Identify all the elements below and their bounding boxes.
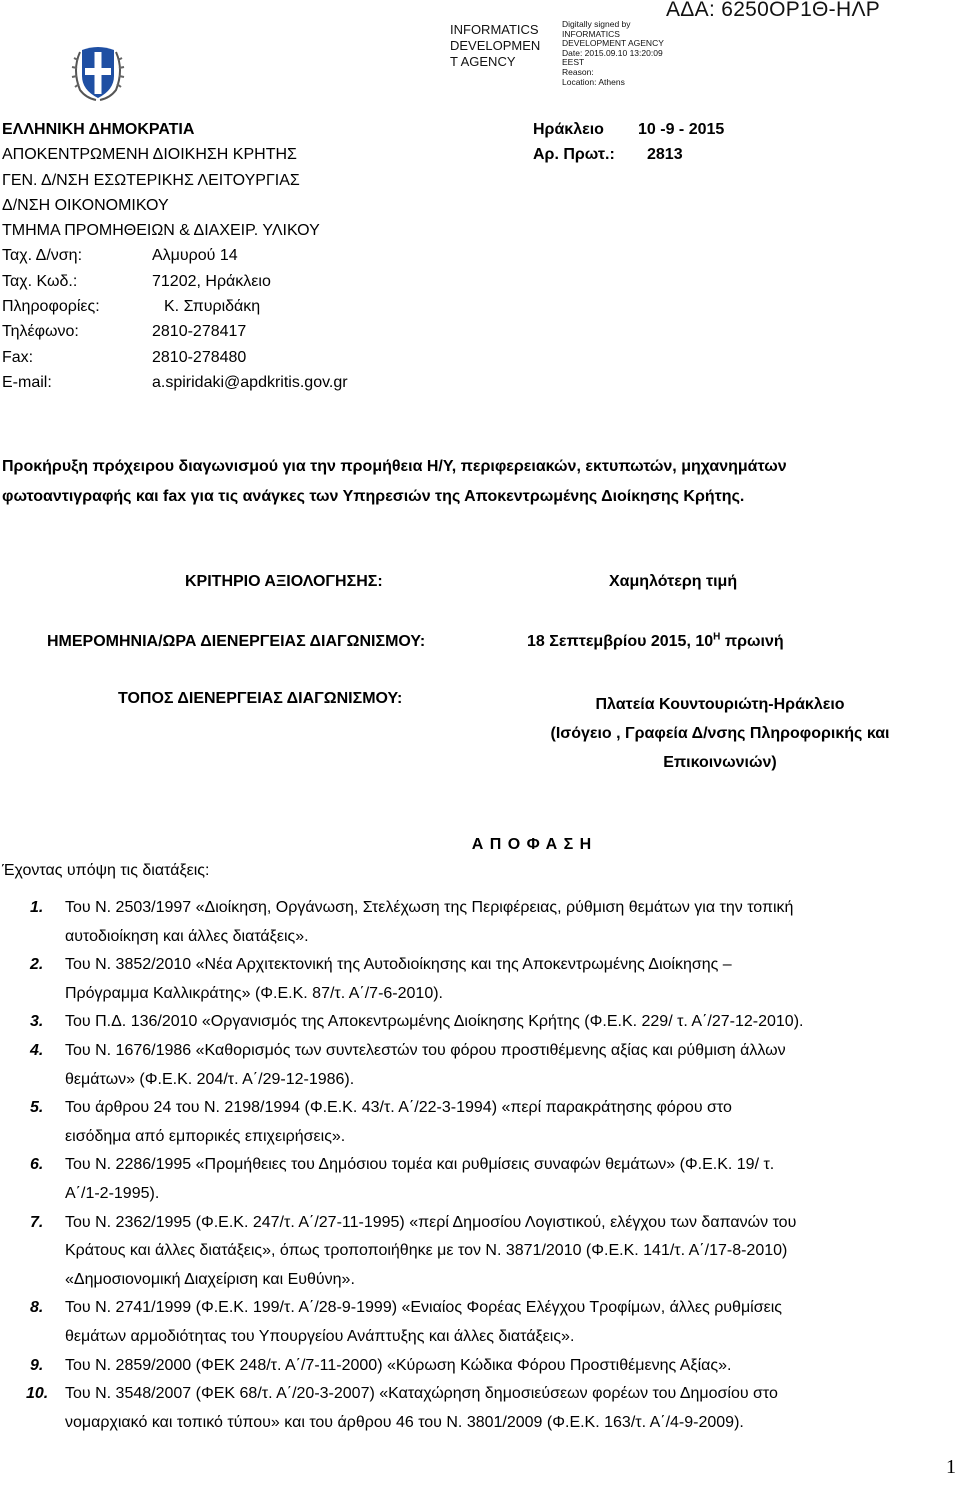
signer-name <box>450 22 540 70</box>
contact-row <box>2 345 348 370</box>
contact-value: 2810-278480 <box>152 348 247 366</box>
item-line: «Δημοσιονομική Διαχείριση και Ευθύνη». <box>65 1270 355 1288</box>
page-number: 1 <box>946 1456 956 1478</box>
signature-detail-line: INFORMATICS <box>562 28 620 39</box>
item-number: 2. <box>30 956 44 974</box>
item-number: 5. <box>30 1099 44 1117</box>
datetime-main: 18 Σεπτεμβρίου 2015, 10 <box>527 633 714 650</box>
sender-header <box>2 117 348 395</box>
list-item <box>30 1151 960 1208</box>
item-line: Πρόγραμμα Καλλικράτης» (Φ.Ε.Κ. 87/τ. Α΄/7-6-2010). <box>65 984 443 1002</box>
provisions-list <box>26 894 960 1437</box>
list-item <box>30 1294 960 1351</box>
signature-detail-line: Date: 2015.09.10 13:20:09 <box>562 47 663 58</box>
item-number: 6. <box>30 1156 44 1174</box>
contact-row <box>2 319 348 344</box>
contact-value: Αλμυρού 14 <box>152 247 238 265</box>
contact-label: Ταχ. Κωδ.: <box>2 272 78 290</box>
protocol-value: 2813 <box>647 146 683 164</box>
item-line: Του Ν. 1676/1986 «Καθορισμός των συντελεστών του φόρου προστιθέμενης αξίας και ρύθμιση άλλων <box>65 1041 786 1059</box>
protocol-label: Αρ. Πρωτ.: <box>533 146 615 164</box>
list-item <box>30 1209 960 1295</box>
subject-line: φωτοαντιγραφής και fax για τις ανάγκες των Υπηρεσιών της Αποκεντρωμένης Διοίκησης Κρήτης. <box>2 488 745 505</box>
contact-label: Πληροφορίες: <box>2 298 100 316</box>
item-line: Κράτους και άλλες διατάξεις», όπως τροποποιήθηκε με τον Ν. 3871/2010 (Φ.Ε.Κ. 141/τ. Α΄/17-8-2010) <box>65 1242 788 1260</box>
greek-coat-of-arms-icon <box>66 40 130 104</box>
datetime-label: ΗΜΕΡΟΜΗΝΙΑ/ΩΡΑ ΔΙΕΝΕΡΓΕΙΑΣ ΔΙΑΓΩΝΙΣΜΟΥ: <box>47 633 426 650</box>
signature-detail-line: EEST <box>562 57 585 68</box>
contact-label: Ταχ. Δ/νση: <box>2 247 83 265</box>
item-line: Του Ν. 3548/2007 (ΦΕΚ 68/τ. Α΄/20-3-2007) «Καταχώρηση δημοσιεύσεων φορέων του Δημοσίου στο <box>65 1385 778 1403</box>
contact-label: Τηλέφωνο: <box>2 323 79 341</box>
decision-title: Α Π Ο Φ Α Σ Η <box>471 836 593 853</box>
list-item <box>26 1380 960 1437</box>
place-line: Πλατεία Κουντουριώτη-Ηράκλειο <box>595 696 845 713</box>
signer-line: DEVELOPMEN <box>450 38 541 53</box>
contact-value: 2810-278417 <box>152 323 247 341</box>
place-label: Ηράκλειο <box>533 121 604 138</box>
place-value <box>510 690 930 777</box>
list-item <box>30 1037 960 1094</box>
item-line: Του Ν. 2503/1997 «Διοίκηση, Οργάνωση, Στελέχωση της Περιφέρειας, ρύθμιση θεμάτων για την τοπική <box>65 899 794 916</box>
date-value: 10 -9 - 2015 <box>638 121 725 138</box>
item-line: Του Π.Δ. 136/2010 «Οργανισμός της Αποκεντρωμένης Διοίκησης Κρήτης (Φ.Ε.Κ. 229/ τ. Α΄/27-12-2010). <box>65 1013 804 1031</box>
contact-value: 71202, Ηράκλειο <box>152 272 271 290</box>
contact-row <box>2 370 348 395</box>
signature-detail-line: Reason: <box>562 66 594 77</box>
item-line: θεμάτων» (Φ.Ε.Κ. 204/τ. Α΄/29-12-1986). <box>65 1070 355 1088</box>
item-number: 3. <box>30 1013 44 1031</box>
item-line: Α΄/1-2-1995). <box>65 1184 160 1202</box>
provisions-intro: Έχοντας υπόψη τις διατάξεις: <box>2 862 210 879</box>
list-item <box>30 1008 960 1037</box>
item-number: 9. <box>30 1356 44 1374</box>
org-line: ΕΛΛΗΝΙΚΗ ΔΗΜΟΚΡΑΤΙΑ <box>2 121 195 138</box>
org-line: ΑΠΟΚΕΝΤΡΩΜΕΝΗ ΔΙΟΙΚΗΣΗ ΚΡΗΤΗΣ <box>2 146 297 164</box>
item-line: Του Ν. 2286/1995 «Προμήθειες του Δημόσιου τομέα και ρυθμίσεις συναφών θεμάτων» (Φ.Ε.Κ. 19/ τ. <box>65 1156 775 1174</box>
list-item <box>30 894 960 951</box>
contact-label: Fax: <box>2 348 34 366</box>
subject-line: Προκήρυξη πρόχειρου διαγωνισμού για την προμήθεια Η/Υ, περιφερειακών, εκτυπωτών, μηχανημάτων <box>2 458 787 475</box>
org-line: ΤΜΗΜΑ ΠΡΟΜΗΘΕΙΩΝ & ΔΙΑΧΕΙΡ. ΥΛΙΚΟΥ <box>2 222 320 240</box>
notice-subject <box>2 452 958 512</box>
item-line: Του Ν. 2859/2000 (ΦΕΚ 248/τ. Α΄/7-11-2000) «Κύρωση Κώδικα Φόρου Προστιθέμενης Αξίας». <box>65 1356 732 1374</box>
signature-detail-line: Digitally signed by <box>562 19 631 29</box>
signature-details <box>562 20 664 87</box>
item-number: 10. <box>26 1385 49 1403</box>
protocol-number <box>533 142 724 167</box>
item-number: 4. <box>30 1041 44 1059</box>
place-line: (Ισόγειο , Γραφεία Δ/νσης Πληροφορικής και <box>550 725 890 742</box>
contact-label: E-mail: <box>2 373 52 391</box>
item-line: εισόδημα από εμπορικές επιχειρήσεις». <box>65 1127 346 1145</box>
ada-code: ΑΔΑ: 6250ΟΡ1Θ-ΗΛΡ <box>666 0 881 21</box>
signature-detail-line: DEVELOPMENT AGENCY <box>562 38 664 49</box>
list-item <box>30 1352 960 1381</box>
item-number: 8. <box>30 1299 44 1317</box>
signer-line: T AGENCY <box>450 54 516 69</box>
email-link[interactable]: a.spiridaki@apdkritis.gov.gr <box>152 373 348 391</box>
item-line: Του Ν. 2362/1995 (Φ.Ε.Κ. 247/τ. Α΄/27-11-1995) «περί Δημοσίου Λογιστικού, ελέγχου των δαπανών του <box>65 1213 797 1231</box>
datetime-suffix: πρωινή <box>724 633 784 650</box>
contact-row <box>2 243 348 268</box>
org-line: Δ/ΝΣΗ ΟΙΚΟΝΟΜΙΚΟΥ <box>2 196 169 214</box>
item-line: Του Ν. 2741/1999 (Φ.Ε.Κ. 199/τ. Α΄/28-9-1999) «Ενιαίος Φορέας Ελέγχου Τροφίμων, άλλες ρυθμίσεις <box>65 1299 782 1317</box>
item-number: 7. <box>30 1213 44 1231</box>
contact-row <box>2 294 348 319</box>
item-line: θεμάτων αρμοδιότητας του Υπουργείου Ανάπτυξης και άλλες διατάξεις». <box>65 1327 575 1345</box>
place-date <box>533 117 724 142</box>
item-line: Του Ν. 3852/2010 «Νέα Αρχιτεκτονική της Αυτοδιοίκησης και της Αποκεντρωμένης Διοίκησης – <box>65 956 732 974</box>
datetime-superscript: Η <box>713 631 721 643</box>
place-label: ΤΟΠΟΣ ΔΙΕΝΕΡΓΕΙΑΣ ΔΙΑΓΩΝΙΣΜΟΥ: <box>118 690 403 707</box>
item-number: 1. <box>30 899 44 916</box>
signature-detail-line: Location: Athens <box>562 76 625 87</box>
contact-row <box>2 269 348 294</box>
criterion-label: ΚΡΙΤΗΡΙΟ ΑΞΙΟΛΟΓΗΣΗΣ: <box>185 573 383 590</box>
date-protocol-block <box>533 117 724 168</box>
signer-line: INFORMATICS <box>450 22 539 37</box>
list-item <box>30 951 960 1008</box>
criterion-value: Χαμηλότερη τιμή <box>609 573 738 590</box>
place-line: Επικοινωνιών) <box>663 754 777 771</box>
contact-value: Κ. Σπυριδάκη <box>164 298 261 316</box>
item-line: Του άρθρου 24 του Ν. 2198/1994 (Φ.Ε.Κ. 43/τ. Α΄/22-3-1994) «περί παρακράτησης φόρου στο <box>65 1099 732 1117</box>
datetime-value <box>527 633 784 651</box>
item-line: νομαρχιακό και τοπικό τύπου» και του άρθρου 46 του Ν. 3801/2009 (Φ.Ε.Κ. 163/τ. Α΄/4-9-2009). <box>65 1413 744 1431</box>
list-item <box>30 1094 960 1151</box>
org-line: ΓΕΝ. Δ/ΝΣΗ ΕΣΩΤΕΡΙΚΗΣ ΛΕΙΤΟΥΡΓΙΑΣ <box>2 171 300 189</box>
item-line: αυτοδιοίκηση και άλλες διατάξεις». <box>65 927 309 945</box>
